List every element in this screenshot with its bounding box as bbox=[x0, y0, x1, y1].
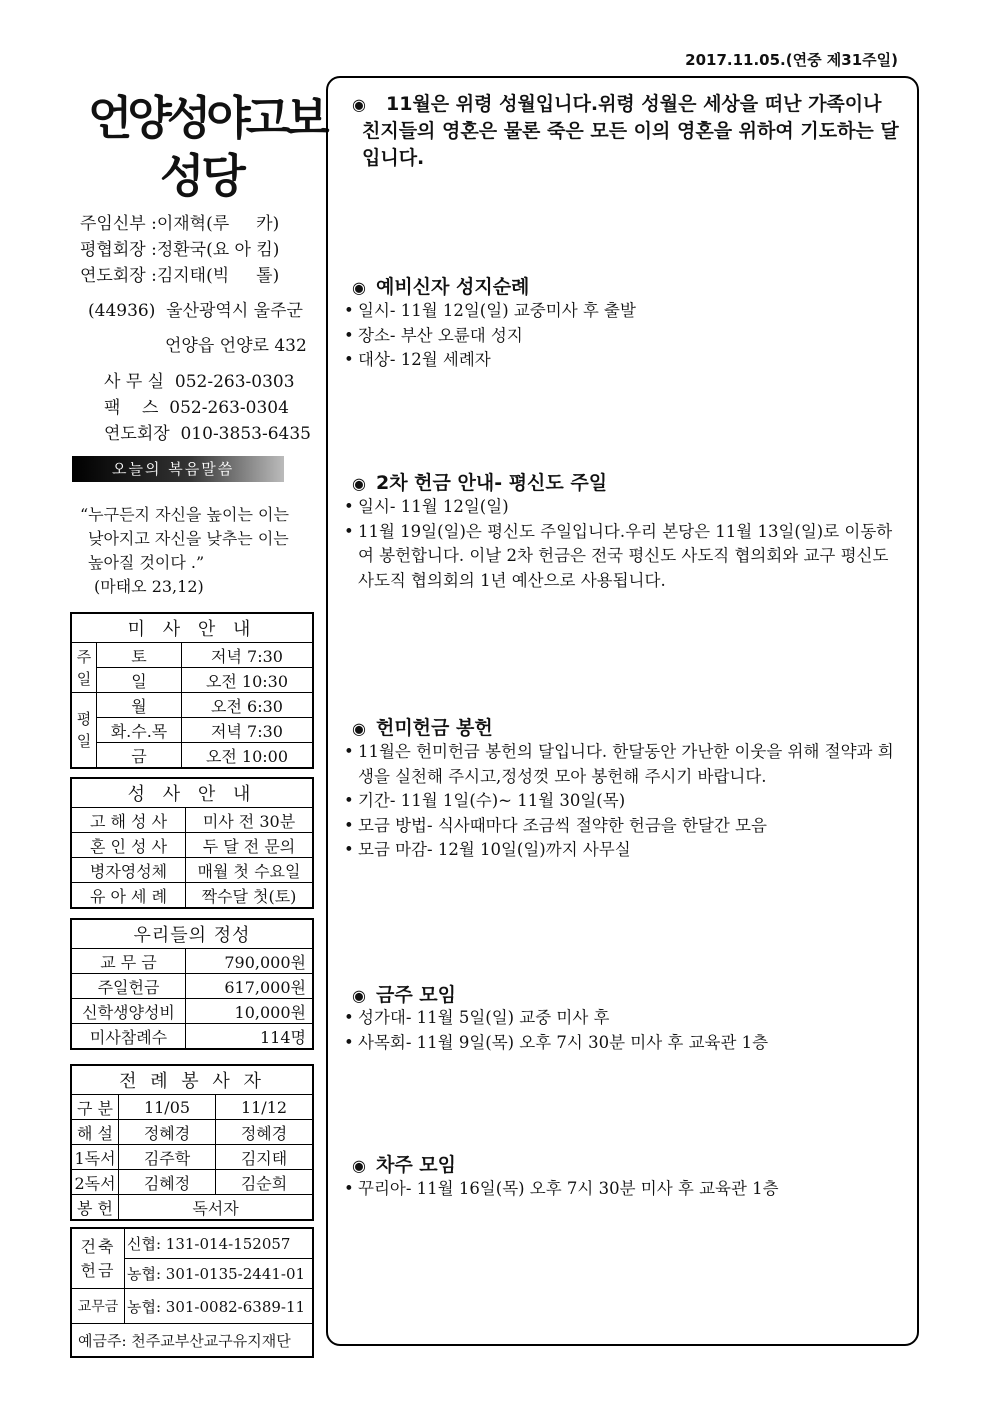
list-item: • 대상- 12월 세례자 bbox=[344, 348, 894, 373]
section-bullet-icon: ◉ bbox=[352, 986, 366, 1005]
address-line2: 언양읍 언양로 432 bbox=[165, 336, 307, 356]
liturgy-role: 봉 헌 bbox=[71, 1195, 119, 1221]
list-item: • 꾸리아- 11월 16일(목) 오후 7시 30분 미사 후 교육관 1층 bbox=[344, 1177, 904, 1202]
liturgy-offering: 독서자 bbox=[119, 1195, 314, 1221]
offering-name: 미사참례수 bbox=[71, 1024, 186, 1050]
parish-title: 언양성야고보 bbox=[88, 91, 325, 145]
section-title-text: 차주 모임 bbox=[375, 1154, 456, 1176]
section-second-collection-title bbox=[352, 468, 607, 495]
liturgy-name: 정혜경 bbox=[216, 1120, 314, 1145]
mass-time: 저녁 7:30 bbox=[182, 718, 314, 743]
sacraments-table bbox=[70, 777, 314, 909]
list-item: • 장소- 부산 오륜대 성지 bbox=[344, 324, 894, 349]
parish-title-line2: 성당 bbox=[160, 149, 243, 203]
gospel-line2: 낮아지고 자신을 낮추는 이는 bbox=[88, 529, 289, 548]
liturgy-table bbox=[70, 1064, 314, 1221]
section-bullet-icon: ◉ bbox=[352, 1156, 366, 1175]
gospel-line1: “누구든지 자신을 높이는 이는 bbox=[80, 505, 289, 524]
offering-name: 신학생양성비 bbox=[71, 999, 186, 1024]
section-bullet-icon: ◉ bbox=[352, 474, 366, 493]
address-line1: (44936) 울산광역시 울주군 bbox=[88, 301, 303, 321]
gospel-source: (마태오 23,12) bbox=[94, 577, 204, 596]
list-item: • 성가대- 11월 5일(일) 교중 미사 후 bbox=[344, 1006, 904, 1031]
sacrament-name: 병자영성체 bbox=[71, 858, 186, 883]
liturgy-heading: 전 례 봉 사 자 bbox=[71, 1065, 313, 1095]
offering-value: 617,000원 bbox=[186, 974, 314, 999]
building-fund-label: 건축헌금 bbox=[71, 1228, 125, 1289]
offering-value: 790,000원 bbox=[186, 949, 314, 974]
section-title-text: 예비신자 성지순례 bbox=[375, 276, 530, 298]
mass-heading: 미 사 안 내 bbox=[71, 613, 313, 643]
mass-time: 오전 10:00 bbox=[182, 743, 314, 769]
sacraments-heading: 성 사 안 내 bbox=[71, 778, 313, 808]
section-this-week-title bbox=[352, 980, 456, 1007]
mass-time: 오전 10:30 bbox=[182, 668, 314, 693]
sacrament-name: 유 아 세 례 bbox=[71, 883, 186, 909]
section-rice-offering-list bbox=[344, 740, 894, 863]
offering-name: 교 무 금 bbox=[71, 949, 186, 974]
liturgy-name: 김지태 bbox=[216, 1145, 314, 1170]
mass-day: 월 bbox=[97, 693, 182, 718]
liturgy-col-role: 구 분 bbox=[71, 1095, 119, 1120]
section-rice-offering-title bbox=[352, 713, 493, 740]
section-second-collection-list bbox=[344, 495, 894, 593]
list-item: • 11월 19일(일)은 평신도 주일입니다.우리 본당은 11월 13일(일)로 이동하여 봉헌합니다. 이날 2차 헌금은 전국 평신도 사도직 협의회와 교구 평신도 사도직 협의회의 1년 예산으로 사용됩니다. bbox=[344, 520, 894, 594]
dues-label: 교무금 bbox=[71, 1289, 125, 1324]
list-item: • 기간- 11월 1일(수)~ 11월 30일(목) bbox=[344, 789, 894, 814]
liturgy-col-date1: 11/05 bbox=[119, 1095, 216, 1120]
liturgy-role: 2독서 bbox=[71, 1170, 119, 1195]
account-holder: 예금주: 천주교부산교구유지재단 bbox=[71, 1324, 313, 1358]
section-title-text: 2차 헌금 안내- 평신도 주일 bbox=[375, 472, 608, 494]
section-this-week-list bbox=[344, 1006, 904, 1055]
sacrament-name: 혼 인 성 사 bbox=[71, 833, 186, 858]
section-pilgrimage-list bbox=[344, 299, 894, 373]
sacrament-name: 고 해 성 사 bbox=[71, 808, 186, 833]
section-title-text: 금주 모임 bbox=[375, 984, 456, 1006]
list-item: • 일시- 11월 12일(일) 교중미사 후 출발 bbox=[344, 299, 894, 324]
gospel-heading: 오늘의 복음말씀 bbox=[112, 460, 235, 478]
intro-bullet-icon: ◉ bbox=[352, 95, 366, 114]
sacrament-value: 두 달 전 문의 bbox=[186, 833, 314, 858]
liturgy-col-date2: 11/12 bbox=[216, 1095, 314, 1120]
pastor-info: 주임신부 :이재혁(루 카) bbox=[80, 214, 280, 234]
leader-info: 연도회장 :김지태(빅 톨) bbox=[80, 266, 280, 286]
sunday-label: 주 일 bbox=[71, 643, 97, 693]
sacrament-value: 짝수달 첫(토) bbox=[186, 883, 314, 909]
section-bullet-icon: ◉ bbox=[352, 719, 366, 738]
section-next-week-title bbox=[352, 1150, 456, 1177]
mass-time: 오전 6:30 bbox=[182, 693, 314, 718]
offerings-table bbox=[70, 918, 314, 1050]
council-info: 평협회장 :정환국(요 아 킴) bbox=[80, 240, 280, 260]
liturgy-role: 해 설 bbox=[71, 1120, 119, 1145]
accounts-table bbox=[70, 1227, 314, 1358]
offering-value: 10,000원 bbox=[186, 999, 314, 1024]
list-item: • 일시- 11월 12일(일) bbox=[344, 495, 894, 520]
weekday-label: 평 일 bbox=[71, 693, 97, 769]
mass-time: 저녁 7:30 bbox=[182, 643, 314, 668]
offerings-heading: 우리들의 정성 bbox=[71, 919, 313, 949]
liturgy-name: 김주학 bbox=[119, 1145, 216, 1170]
office-phone: 사 무 실 052-263-0303 bbox=[104, 372, 295, 392]
building-account-2: 농협: 301-0135-2441-01 bbox=[125, 1259, 314, 1289]
leader-phone: 연도회장 010-3853-6435 bbox=[104, 424, 311, 444]
list-item: • 모금 방법- 식사때마다 조금씩 절약한 헌금을 한달간 모음 bbox=[344, 814, 894, 839]
building-account-1: 신협: 131-014-152057 bbox=[125, 1228, 314, 1259]
list-item: • 11월은 헌미헌금 봉헌의 달입니다. 한달동안 가난한 이웃을 위해 절약과 희생을 실천해 주시고,정성껏 모아 봉헌해 주시기 바랍니다. bbox=[344, 740, 894, 789]
section-pilgrimage-title bbox=[352, 272, 529, 299]
sacrament-value: 미사 전 30분 bbox=[186, 808, 314, 833]
gospel-line3: 높아질 것이다 .” bbox=[88, 553, 205, 572]
offering-value: 114명 bbox=[186, 1024, 314, 1050]
intro-announcement bbox=[352, 91, 902, 172]
dues-account: 농협: 301-0082-6389-11 bbox=[125, 1289, 314, 1324]
gospel-heading-bar bbox=[72, 456, 284, 482]
list-item: • 모금 마감- 12월 10일(일)까지 사무실 bbox=[344, 838, 894, 863]
liturgy-role: 1독서 bbox=[71, 1145, 119, 1170]
list-item: • 사목회- 11월 9일(목) 오후 7시 30분 미사 후 교육관 1층 bbox=[344, 1031, 904, 1056]
mass-day: 화.수.목 bbox=[97, 718, 182, 743]
section-bullet-icon: ◉ bbox=[352, 278, 366, 297]
offering-name: 주일헌금 bbox=[71, 974, 186, 999]
liturgy-name: 김혜정 bbox=[119, 1170, 216, 1195]
mass-schedule-table bbox=[70, 612, 314, 769]
section-next-week-list bbox=[344, 1177, 904, 1202]
sacrament-value: 매월 첫 수요일 bbox=[186, 858, 314, 883]
mass-day: 금 bbox=[97, 743, 182, 769]
liturgy-name: 정혜경 bbox=[119, 1120, 216, 1145]
bulletin-date: 2017.11.05.(연중 제31주일) bbox=[685, 51, 898, 69]
fax-number: 팩 스 052-263-0304 bbox=[104, 398, 289, 418]
mass-day: 일 bbox=[97, 668, 182, 693]
mass-day: 토 bbox=[97, 643, 182, 668]
intro-text: 11월은 위령 성월입니다.위령 성월은 세상을 떠난 가족이나 친지들의 영혼은 물론 죽은 모든 이의 영혼을 위하여 기도하는 달입니다. bbox=[362, 93, 899, 169]
section-title-text: 헌미헌금 봉헌 bbox=[375, 717, 493, 739]
liturgy-name: 김순희 bbox=[216, 1170, 314, 1195]
